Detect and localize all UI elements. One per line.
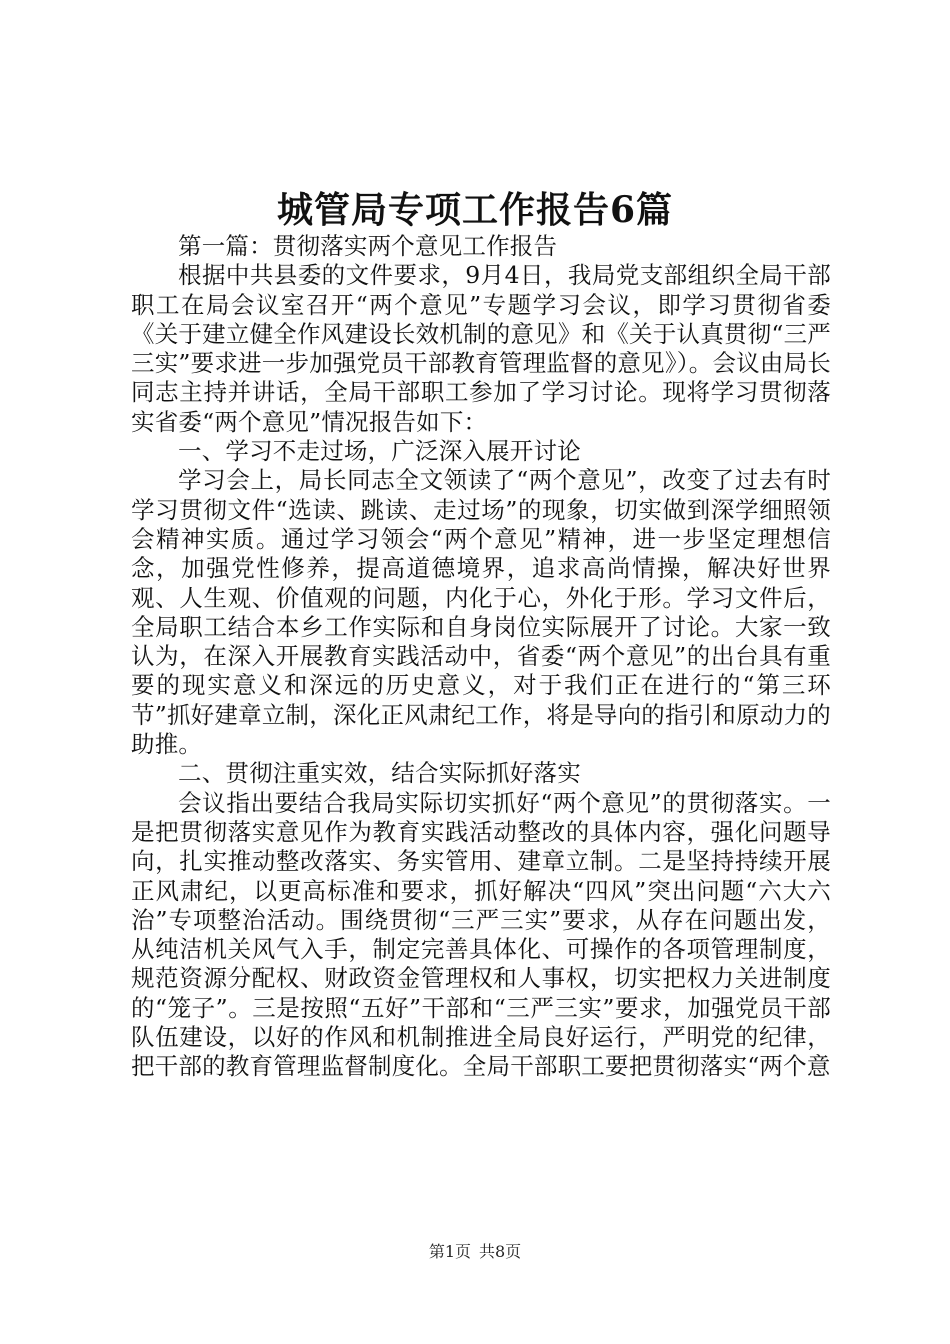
document-title: 城管局专项工作报告6篇 [276, 189, 674, 231]
paragraph-intro: 根据中共县委的文件要求，9月4日，我局党支部组织全局干部职工在局会议室召开“两个意见”专题学习会议，即学习贯彻省委《关于建立健全作风建设长效机制的意见》和《关于认真贯彻“三严三实”要求进一步加强党员干部教育管理监督的意见》）。会议由局长同志主持并讲话，全局干部职工参加了学习讨论。现将学习贯彻落实省委“两个意见”情况报告如下： [131, 261, 831, 436]
section-heading-part-one: 第一篇：贯彻落实两个意见工作报告 [178, 232, 558, 260]
page-footer [0, 1241, 950, 1263]
document-body [131, 232, 831, 1082]
total-pages: 共8页 [479, 1242, 522, 1261]
section-heading-one: 一、学习不走过场，广泛深入展开讨论 [178, 437, 581, 466]
paragraph-implementation: 会议指出要结合我局实际切实抓好“两个意见”的贯彻落实。一是把贯彻落实意见作为教育实践活动整改的具体内容，强化问题导向，扎实推动整改落实、务实管用、建章立制。二是坚持持续开展正风肃纪，以更高标准和要求，抓好解决“四风”突出问题“六大六治”专项整治活动。围绕贯彻“三严三实”要求，从存在问题出发，从纯洁机关风气入手，制定完善具体化、可操作的各项管理制度，规范资源分配权、财政资金管理权和人事权，切实把权力关进制度的“笼子”。三是按照“五好”干部和“三严三实”要求，加强党员干部队伍建设，以好的作风和机制推进全局良好运行，严明党的纪律，把干部的教育管理监督制度化。全局干部职工要把贯彻落实“两个意 [131, 788, 831, 1081]
section-heading-two: 二、贯彻注重实效，结合实际抓好落实 [178, 759, 581, 788]
page-number: 第1页 [428, 1242, 471, 1261]
paragraph-study: 学习会上，局长同志全文领读了“两个意见”，改变了过去有时学习贯彻文件“选读、跳读、走过场”的现象，切实做到深学细照领会精神实质。通过学习领会“两个意见”精神，进一步坚定理想信念，加强党性修养，提高道德境界，追求高尚情操，解决好世界观、人生观、价值观的问题，内化于心，外化于形。学习文件后，全局职工结合本乡工作实际和自身岗位实际展开了讨论。大家一致认为，在深入开展教育实践活动中，省委“两个意见”的出台具有重要的现实意义和深远的历史意义，对于我们正在进行的“第三环节”抓好建章立制，深化正风肃纪工作，将是导向的指引和原动力的助推。 [131, 466, 831, 759]
